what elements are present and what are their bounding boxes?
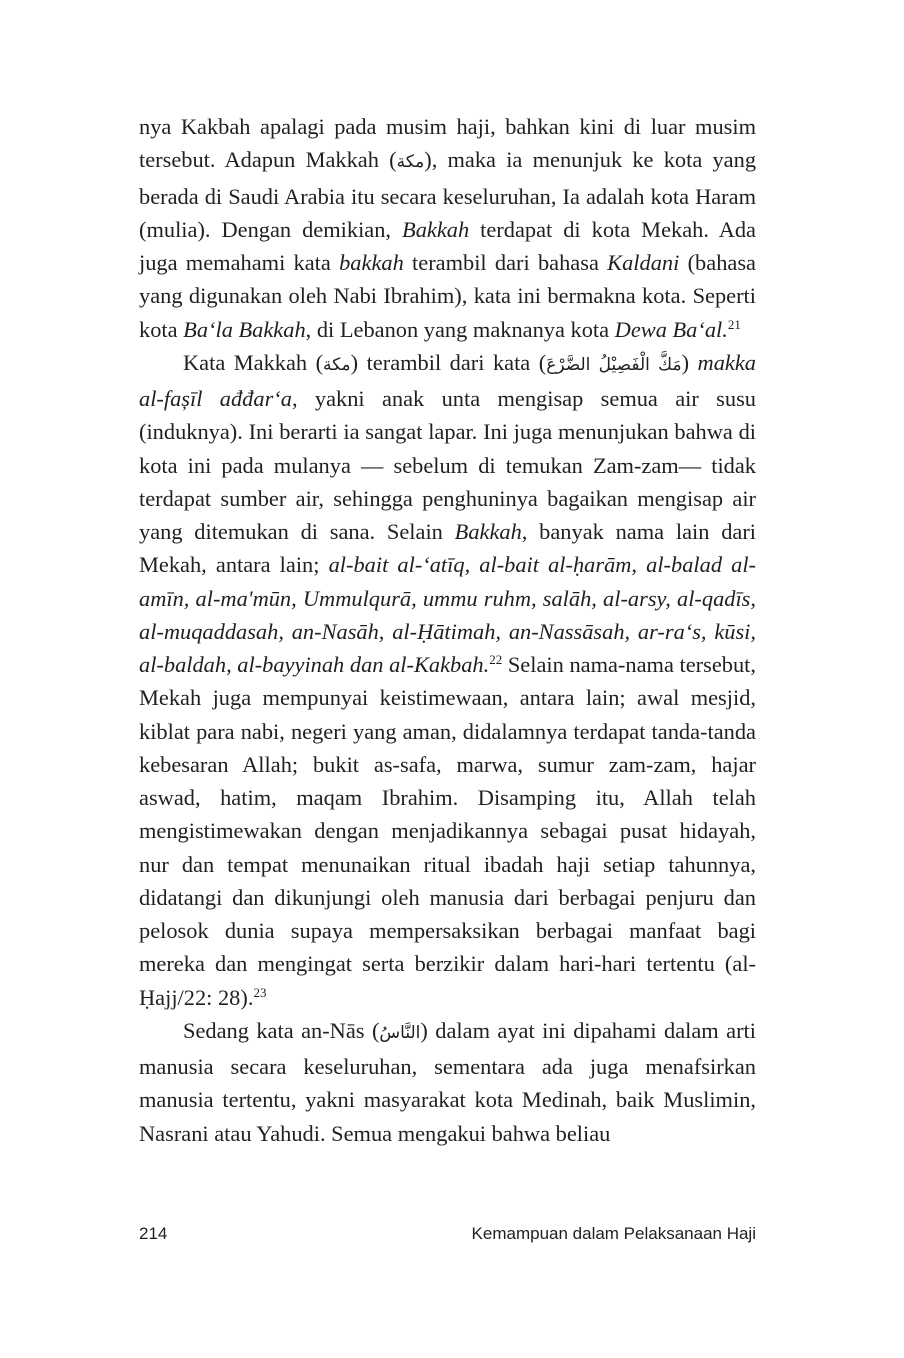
arabic-term: مكة bbox=[396, 152, 425, 173]
text-run: Sedang kata an-Nās ( bbox=[183, 1017, 380, 1043]
italic-term: bakkah bbox=[339, 250, 404, 275]
running-title: Kemampuan dalam Pelaksanaan Haji bbox=[471, 1224, 756, 1243]
text-run: Kata Makkah ( bbox=[183, 349, 324, 375]
text-run: , yakni anak unta mengisap semua air susu (induknya). Ini berarti ia sangat lapar. Ini juga menunjukan bahwa di kota ini pada mulanya — sebelum di temukan Zam-zam— tidak terdapat sumber air, sehingga penghuninya bagaikan mengisap air yang ditemukan di sana. Selain bbox=[139, 386, 756, 544]
footnote-ref: 22 bbox=[489, 652, 503, 668]
italic-term: makka al-fașīl ađđar‘a bbox=[139, 349, 756, 411]
italic-term: Kaldani bbox=[607, 250, 680, 275]
italic-term: Ba‘la Bakkah bbox=[183, 316, 306, 342]
paragraph-2 bbox=[139, 346, 756, 1014]
italic-term: Dewa Ba‘al. bbox=[614, 316, 728, 342]
arabic-term: مكة bbox=[323, 354, 351, 375]
italic-term: Bakkah bbox=[402, 216, 470, 242]
italic-term: al-bait al-‘atīq, al-bait al-ḥarām, al-balad al-amīn, al-ma'mūn, Ummulqurā, ummu ruhm, salāh, al-arsy, al-qadīs, al-muqaddasah, an-Nasāh, al-Ḥātimah, an-Nassāsah, ar-ra‘s, kūsi, al-baldah, al-bayyinah dan al-Kakbah. bbox=[139, 552, 756, 677]
text-run: ), maka ia menunjuk ke kota yang berada di Saudi Arabia itu secara keseluruhan, Ia adalah kota Haram (mulia). Dengan demikian, bbox=[139, 147, 757, 242]
text-run: terambil dari bahasa bbox=[403, 250, 608, 275]
footnote-ref: 23 bbox=[253, 984, 267, 1000]
text-run: (bahasa yang digunakan oleh Nabi Ibrahim), kata ini bermakna kota. Seperti kota bbox=[139, 250, 756, 342]
arabic-term: النَّاسُ bbox=[379, 1022, 421, 1043]
paragraph-3 bbox=[139, 1014, 756, 1150]
text-run: Selain nama-nama tersebut, Mekah juga mempunyai keistimewaan, antara lain; awal mesjid, kiblat para nabi, negeri yang aman, didalamnya terdapat tanda-tanda kebesaran Allah; bukit as-safa, marwa, sumur zam-zam, hajar aswad, hatim, maqam Ibrahim. Disamping itu, Allah telah mengistimewakan dengan menjadikannya sebagai pusat hidayah, nur dan tempat menunaikan ritual ibadah haji setiap tahunnya, didatangi dan dikunjungi oleh manusia dari berbagai penjuru dan pelosok dunia supaya mempersaksikan berbagai manfaat bagi mereka dan mengingat serta berzikir dalam hari-hari tertentu (al-Ḥajj/22: 28). bbox=[139, 652, 756, 1010]
text-run: ) terambil dari kata ( bbox=[350, 349, 547, 375]
italic-term: Bakkah, bbox=[454, 519, 528, 544]
paragraph-1 bbox=[139, 110, 756, 346]
text-run: terdapat di kota Mekah. Ada juga memahami kata bbox=[139, 216, 756, 275]
text-run: nya Kakbah apalagi pada musim haji, bahkan kini di luar musim tersebut. Adapun Makkah ( bbox=[139, 114, 756, 173]
text-run: ) dalam ayat ini dipahami dalam arti manusia secara keseluruhan, sementara ada juga menafsirkan manusia tertentu, yakni masyarakat kota Medinah, baik Muslimin, Nasrani atau Yahudi. Semua mengakui bahwa beliau bbox=[139, 1017, 756, 1146]
arabic-term: مَكَّ الْفَصِيْلُ الضَّرْعَ bbox=[546, 354, 682, 375]
text-run: ) bbox=[681, 349, 698, 375]
body-text bbox=[139, 110, 756, 1150]
text-run: banyak nama lain dari Mekah, antara lain; bbox=[139, 519, 757, 578]
footnote-ref: 21 bbox=[727, 316, 741, 332]
text-run: , di Lebanon yang maknanya kota bbox=[305, 316, 615, 342]
page-number: 214 bbox=[139, 1224, 168, 1243]
